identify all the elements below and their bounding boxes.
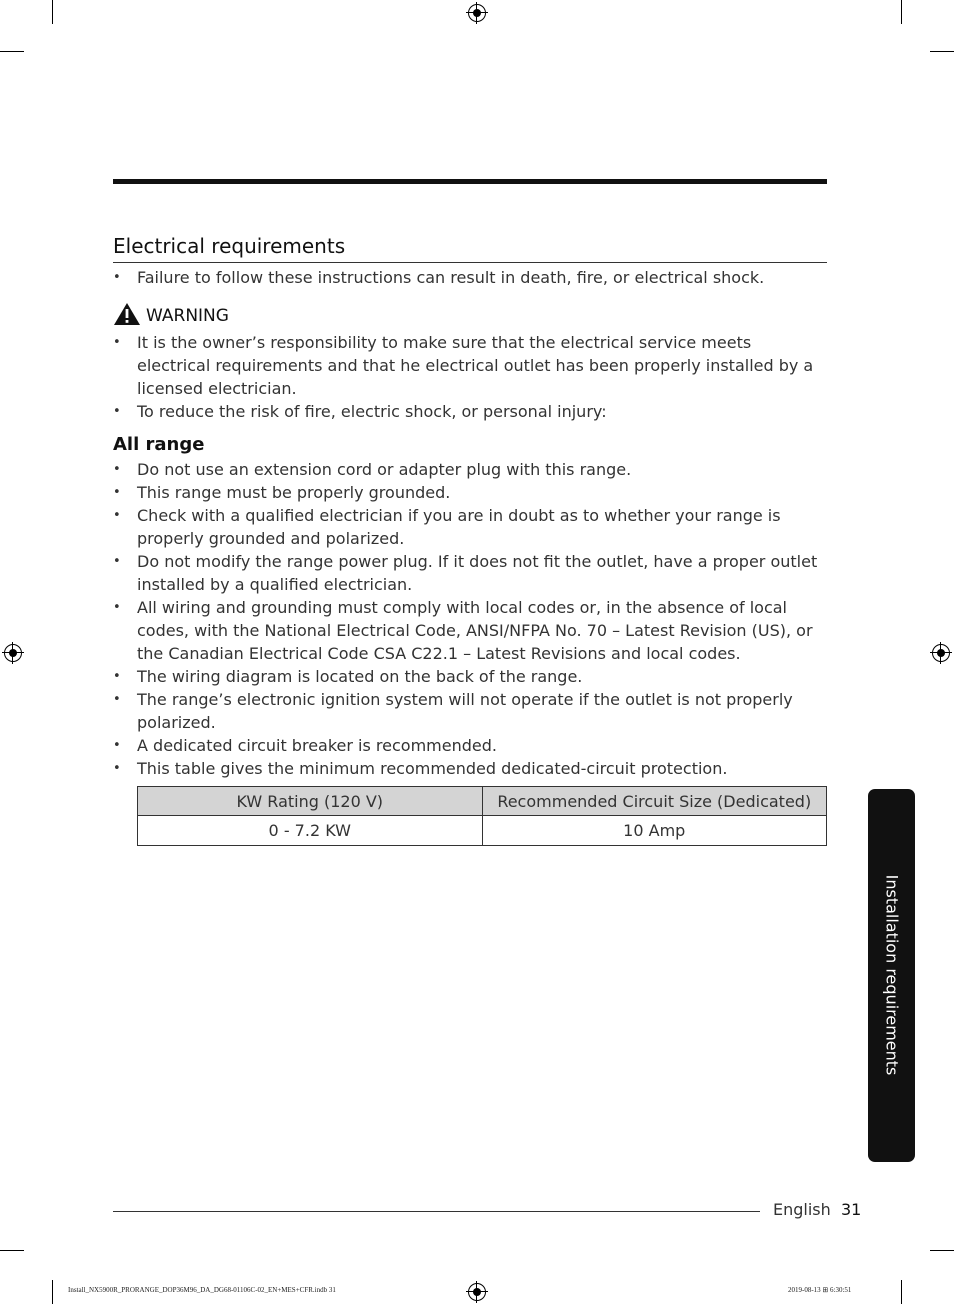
crop-mark: [901, 1280, 902, 1304]
footer-rule: [113, 1211, 760, 1212]
page-number: 31: [841, 1200, 862, 1219]
intro-bullet-list: [113, 266, 827, 289]
crop-mark: [52, 1280, 53, 1304]
registration-mark-icon: [4, 644, 22, 662]
print-slug-file: Install_NX5900R_PRORANGE_DOP36M96_DA_DG68-01106C-02_EN+MES+CFR.indb 31: [68, 1286, 336, 1294]
list-item: • A dedicated circuit breaker is recommended.: [113, 734, 827, 757]
side-tab-label: Installation requirements: [882, 874, 902, 1076]
crop-mark: [52, 0, 53, 24]
subsection-title: All range: [113, 434, 205, 455]
print-slug-timestamp: 2019-08-13 ⊞ 6:30:51: [788, 1286, 852, 1294]
table-header-row: [138, 787, 827, 816]
crop-mark: [901, 0, 902, 24]
list-item: • To reduce the risk of fire, electric shock, or personal injury:: [113, 400, 827, 423]
column-header: Recommended Circuit Size (Dedicated): [482, 787, 827, 816]
list-item: • Failure to follow these instructions can result in death, fire, or electrical shock.: [113, 266, 827, 289]
list-item: • It is the owner’s responsibility to make sure that the electrical service meets electrical requirements and that he electrical outlet has been properly installed by a licensed electrician.: [113, 331, 827, 400]
registration-mark-icon: [468, 1283, 486, 1301]
crop-mark: [930, 1250, 954, 1251]
table-cell: 10 Amp: [482, 816, 827, 846]
section-title: Electrical requirements: [113, 234, 346, 258]
registration-mark-icon: [932, 644, 950, 662]
list-item: • All wiring and grounding must comply with local codes or, in the absence of local codes, with the National Electrical Code, ANSI/NFPA No. 70 – Latest Revision (US), or the Canadian Electrical Code CSA C22.1 – Latest Revisions and local codes.: [113, 596, 827, 665]
table-row: [138, 816, 827, 846]
circuit-table: [137, 786, 827, 846]
side-tab: [868, 789, 915, 1162]
list-item: • The wiring diagram is located on the back of the range.: [113, 665, 827, 688]
crop-mark: [930, 51, 954, 52]
warning-bullet-list: [113, 331, 827, 423]
list-item: • Do not modify the range power plug. If it does not fit the outlet, have a proper outlet installed by a qualified electrician.: [113, 550, 827, 596]
warning-label: WARNING: [146, 306, 229, 326]
footer-language: English: [773, 1200, 831, 1219]
list-item: • Check with a qualified electrician if you are in doubt as to whether your range is properly grounded and polarized.: [113, 504, 827, 550]
crop-mark: [0, 51, 24, 52]
title-underline: [113, 262, 827, 263]
registration-mark-icon: [468, 4, 486, 22]
warning-triangle-icon: [113, 302, 141, 330]
table-cell: 0 - 7.2 KW: [138, 816, 483, 846]
warning-heading: [113, 302, 229, 330]
crop-mark: [0, 1250, 24, 1251]
header-rule: [113, 179, 827, 184]
list-item: • This range must be properly grounded.: [113, 481, 827, 504]
list-item: • Do not use an extension cord or adapter plug with this range.: [113, 458, 827, 481]
all-range-bullet-list: [113, 458, 827, 780]
column-header: KW Rating (120 V): [138, 787, 483, 816]
list-item: • This table gives the minimum recommended dedicated-circuit protection.: [113, 757, 827, 780]
list-item: • The range’s electronic ignition system will not operate if the outlet is not properly polarized.: [113, 688, 827, 734]
